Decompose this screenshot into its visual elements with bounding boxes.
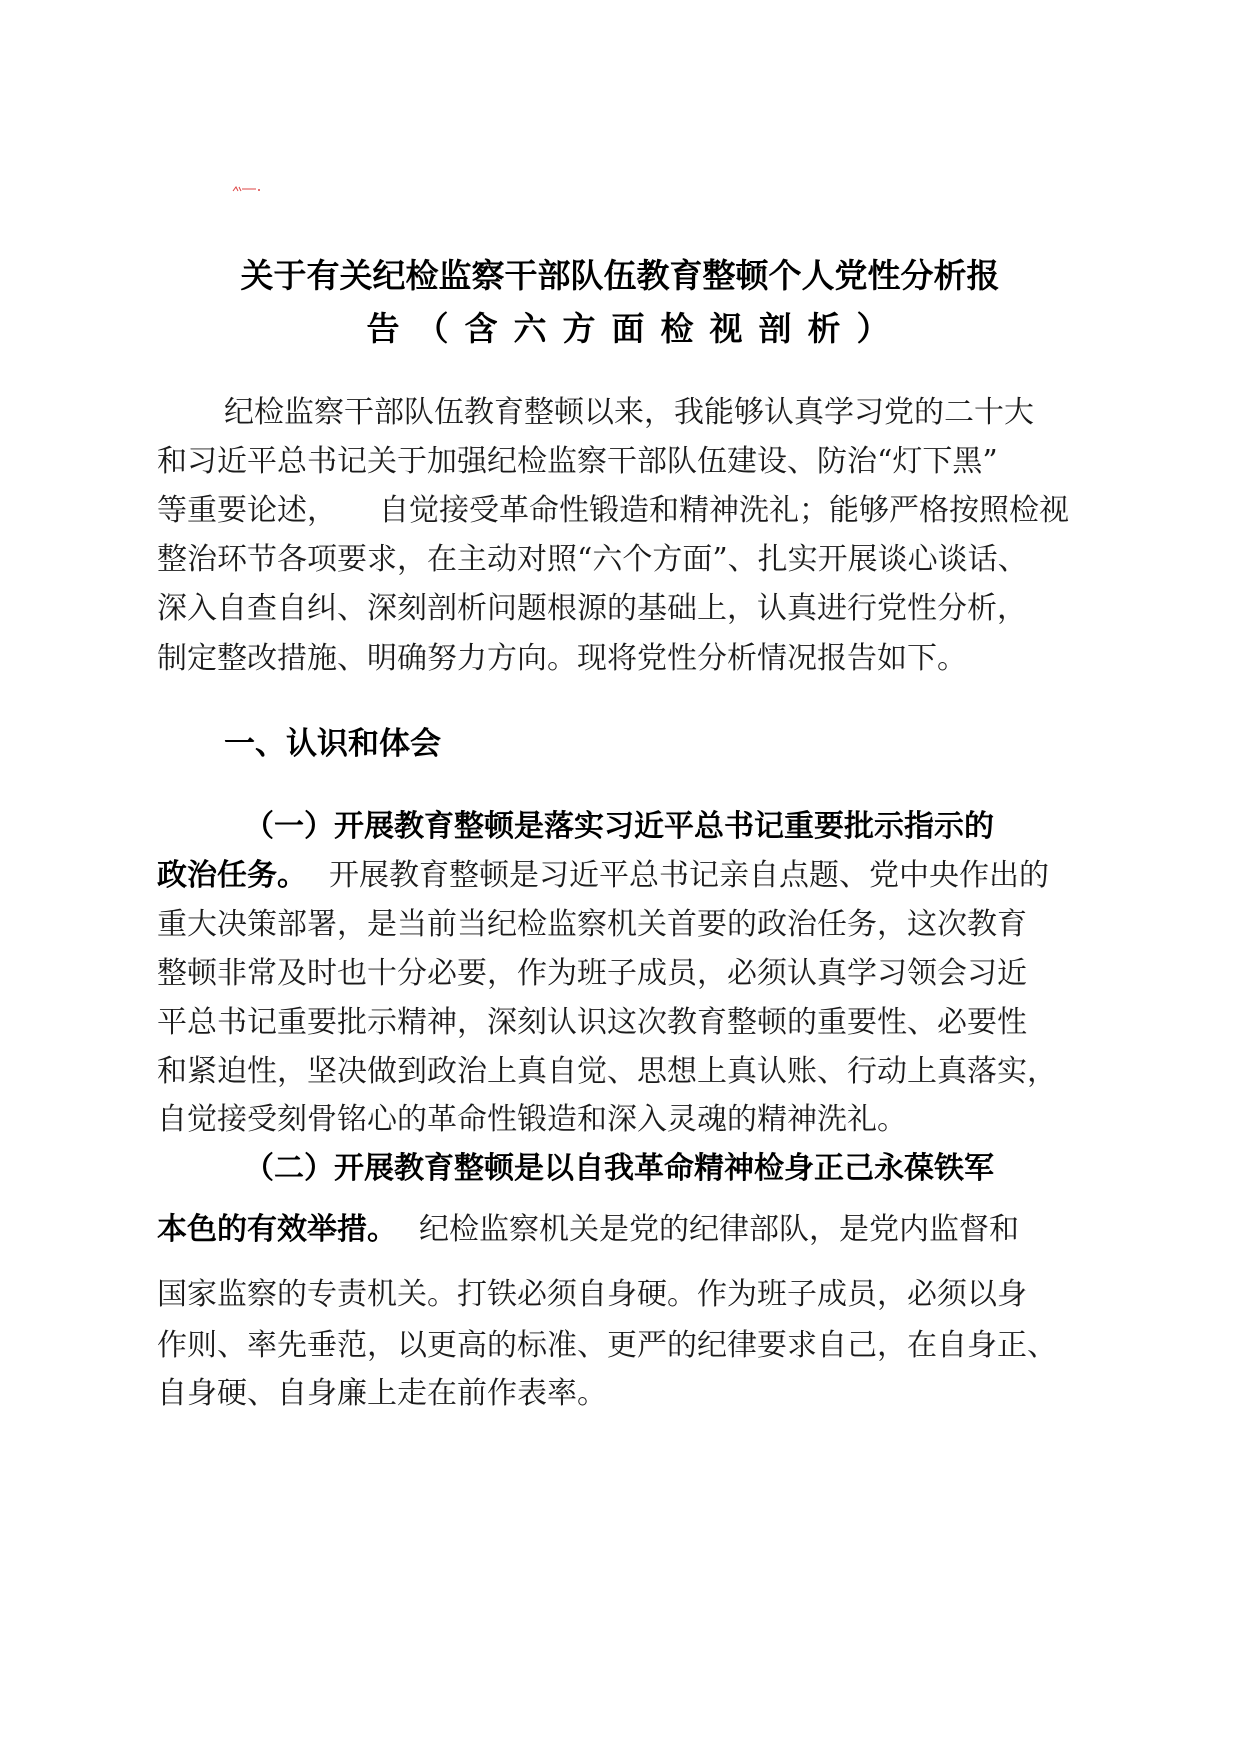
intro-line: 整治环节各项要求，在主动对照“六个方面”、扎实开展谈心谈话、 xyxy=(157,542,1028,577)
intro-line xyxy=(157,491,1069,531)
subsection-line xyxy=(157,856,1049,896)
body-line: 重大决策部署，是当前当纪检监察机关首要的政治任务，这次教育 xyxy=(157,907,1027,942)
document-title-line-2: 告（含六方面检视剖析） xyxy=(366,309,906,348)
body-line: 国家监察的专责机关。打铁必须自身硬。作为班子成员，必须以身 xyxy=(157,1277,1027,1312)
subsection-line xyxy=(157,1210,1019,1250)
header-mark xyxy=(232,186,262,192)
body-line: 自身硬、自身廉上走在前作表率。 xyxy=(157,1376,607,1411)
intro-line: 制定整改措施、明确努力方向。现将党性分析情况报告如下。 xyxy=(157,641,967,676)
body-line: 作则、率先垂范，以更高的标准、更严的纪律要求自己，在自身正、 xyxy=(157,1328,1057,1363)
subsection-text: 开展教育整顿是习近平总书记亲自点题、党中央作出的 xyxy=(329,858,1049,893)
subsection-title: （一）开展教育整顿是落实习近平总书记重要批示指示的 xyxy=(244,809,994,844)
subsection-title-end: 本色的有效举措。 xyxy=(157,1212,397,1247)
intro-line-segment: 自觉接受革命性锻造和精神洗礼；能够严格按照检视 xyxy=(379,493,1069,528)
body-line: 整顿非常及时也十分必要，作为班子成员，必须认真学习领会习近 xyxy=(157,956,1027,991)
body-line: 自觉接受刻骨铭心的革命性锻造和深入灵魂的精神洗礼。 xyxy=(157,1102,907,1137)
intro-line: 深入自查自纠、深刻剖析问题根源的基础上，认真进行党性分析， xyxy=(157,591,1027,626)
document-title-line-1: 关于有关纪检监察干部队伍教育整顿个人党性分析报 xyxy=(240,256,1000,295)
intro-line: 纪检监察干部队伍教育整顿以来，我能够认真学习党的二十大 xyxy=(224,395,1034,430)
body-line: 平总书记重要批示精神，深刻认识这次教育整顿的重要性、必要性 xyxy=(157,1005,1027,1040)
intro-line: 和习近平总书记关于加强纪检监察干部队伍建设、防治“灯下黑” xyxy=(157,444,998,479)
body-line: 和紧迫性，坚决做到政治上真自觉、思想上真认账、行动上真落实， xyxy=(157,1054,1057,1089)
subsection-title-end: 政治任务。 xyxy=(157,858,307,893)
intro-line-segment: 等重要论述， xyxy=(157,493,337,528)
subsection-text: 纪检监察机关是党的纪律部队，是党内监督和 xyxy=(419,1212,1019,1247)
subsection-title: （二）开展教育整顿是以自我革命精神检身正己永葆铁军 xyxy=(244,1151,994,1186)
section-heading: 一、认识和体会 xyxy=(224,726,441,762)
